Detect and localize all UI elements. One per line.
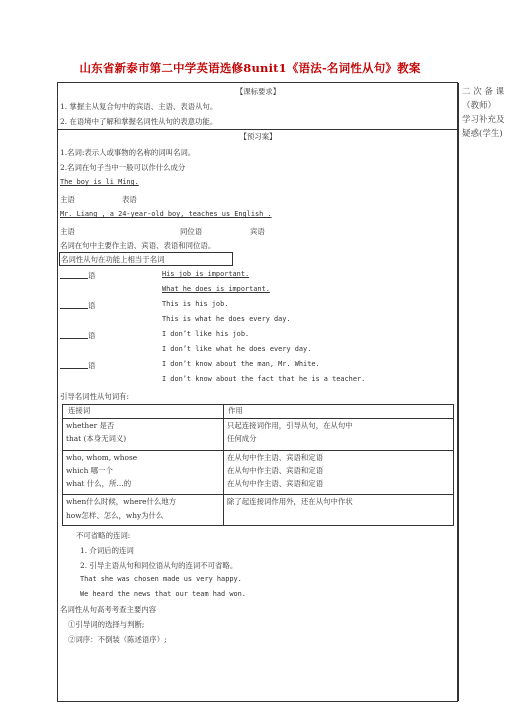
clause-1a	[162, 270, 249, 278]
clause-type-2	[60, 300, 95, 311]
example-2-sentence	[60, 210, 272, 218]
blank-line	[60, 331, 88, 339]
boxed-note-text: 名词性从句在功能上相当于名词	[61, 255, 165, 264]
connectors-header-left: 连接词	[68, 406, 91, 415]
row2-left-3: what 什么，所…的	[66, 479, 132, 488]
preview-header: 【预习案】	[239, 132, 277, 141]
blank-line	[60, 271, 88, 279]
connectors-row-rule-1	[62, 450, 454, 451]
clause-suffix: 语	[88, 361, 96, 370]
row2-right-3: 在从句中作主语、宾语和定语	[227, 479, 324, 488]
row2-right-1: 在从句中作主语、宾语和定语	[227, 453, 324, 462]
clause-1b-text: What he does is important.	[162, 285, 270, 293]
exam-focus-1: ①引导词的选择与判断;	[68, 620, 145, 629]
clause-type-3	[60, 330, 95, 341]
row3-left-1: when什么时候，where什么地方	[66, 497, 177, 506]
connectors-col-divider	[223, 404, 224, 526]
example-1-label-subject: 主语	[60, 195, 75, 204]
row2-left-2: which 哪一个	[66, 466, 113, 475]
example-2-label-appositive: 同位语	[180, 227, 203, 236]
example-2-label-subject: 主语	[60, 227, 75, 236]
row1-right-1: 只起连接词作用，引导从句，在从句中	[227, 421, 353, 430]
row3-left-2: how怎样、怎么，why为什么	[66, 511, 164, 520]
preview-point-3: 名词在句中主要作主语、宾语、表语和同位语。	[60, 241, 216, 250]
blank-line	[60, 301, 88, 309]
example-2-text: Mr. Liang , a 24-year-old boy, teaches us English .	[60, 210, 272, 218]
clause-2a: This is his job.	[162, 300, 229, 308]
row1-left-2: that (本身无词义)	[66, 434, 127, 443]
example-1-text: The boy is li Ming.	[60, 178, 139, 186]
clause-type-4	[60, 360, 95, 371]
clause-type-1	[60, 270, 95, 281]
connectors-header-right: 作用	[228, 406, 243, 415]
requirements-header: 【课标要求】	[235, 87, 281, 96]
clause-4b: I don’t know about the fact that he is a teacher.	[162, 375, 366, 383]
omission-example-1: That she was chosen made us very happy.	[80, 575, 242, 583]
side-header-1: 二 次 备 课	[462, 87, 505, 97]
omission-header: 不可省略的连词:	[76, 531, 131, 540]
clause-1a-text: His job is important.	[162, 270, 250, 278]
clause-suffix: 语	[88, 301, 96, 310]
column-divider	[458, 83, 459, 701]
side-header-3: 学习补充及	[462, 115, 505, 125]
side-header-2: （教师）	[462, 101, 497, 111]
exam-focus-2: ②词序：不倒装（陈述语序）;	[68, 635, 167, 644]
document-title: 山东省新泰市第二中学英语选修8unit1《语法-名词性从句》教案	[79, 61, 421, 75]
row1-right-2: 任何成分	[227, 434, 257, 443]
row1-left-1: whether 是否	[66, 421, 115, 430]
clause-1b	[162, 285, 270, 293]
example-2-label-object: 宾语	[250, 227, 265, 236]
side-header-4: 疑惑(学生)	[462, 129, 503, 139]
example-1-sentence	[60, 178, 139, 186]
clause-2b: This is what he does every day.	[162, 315, 291, 323]
row2-right-2: 在从句中作主语、宾语和定语	[227, 466, 324, 475]
example-1-label-predicative: 表语	[122, 195, 137, 204]
side-notes-column	[462, 85, 516, 141]
section-divider	[58, 129, 458, 130]
omission-item-2: 2. 引导主语从句和同位语从句的连词不可省略。	[80, 561, 238, 570]
exam-focus-header: 名词性从句高考考查主要内容	[60, 605, 157, 614]
requirement-1: 1. 掌握主从复合句中的宾语、主语、表语从句。	[60, 102, 218, 111]
clause-4a: I don’t know about the man, Mr. White.	[162, 360, 320, 368]
connectors-header-rule	[62, 418, 454, 419]
preview-point-2: 2.名词在句子当中一般可以作什么成分	[60, 163, 186, 172]
lesson-plan-table	[57, 82, 505, 702]
row2-left-1: who, whom, whose	[66, 453, 138, 462]
requirement-2: 2. 在语境中了解和掌握名词性从句的表意功能。	[60, 117, 218, 126]
omission-item-1: 1. 介词后的连词	[80, 546, 134, 555]
clause-3b: I don’t like what he does every day.	[162, 345, 312, 353]
omission-example-2: We heard the news that our team had won.	[80, 590, 246, 598]
clause-suffix: 语	[88, 331, 96, 340]
clause-suffix: 语	[88, 271, 96, 280]
row3-right-1: 除了起连接词作用外，还在从句中作状	[227, 497, 353, 506]
blank-line	[60, 361, 88, 369]
connectors-intro: 引导名词性从句词有:	[60, 392, 130, 401]
preview-point-1: 1.名词:表示人或事物的名称的词叫名词。	[60, 148, 196, 157]
clause-3a: I don’t like his job.	[162, 330, 250, 338]
connectors-row-rule-2	[62, 494, 454, 495]
